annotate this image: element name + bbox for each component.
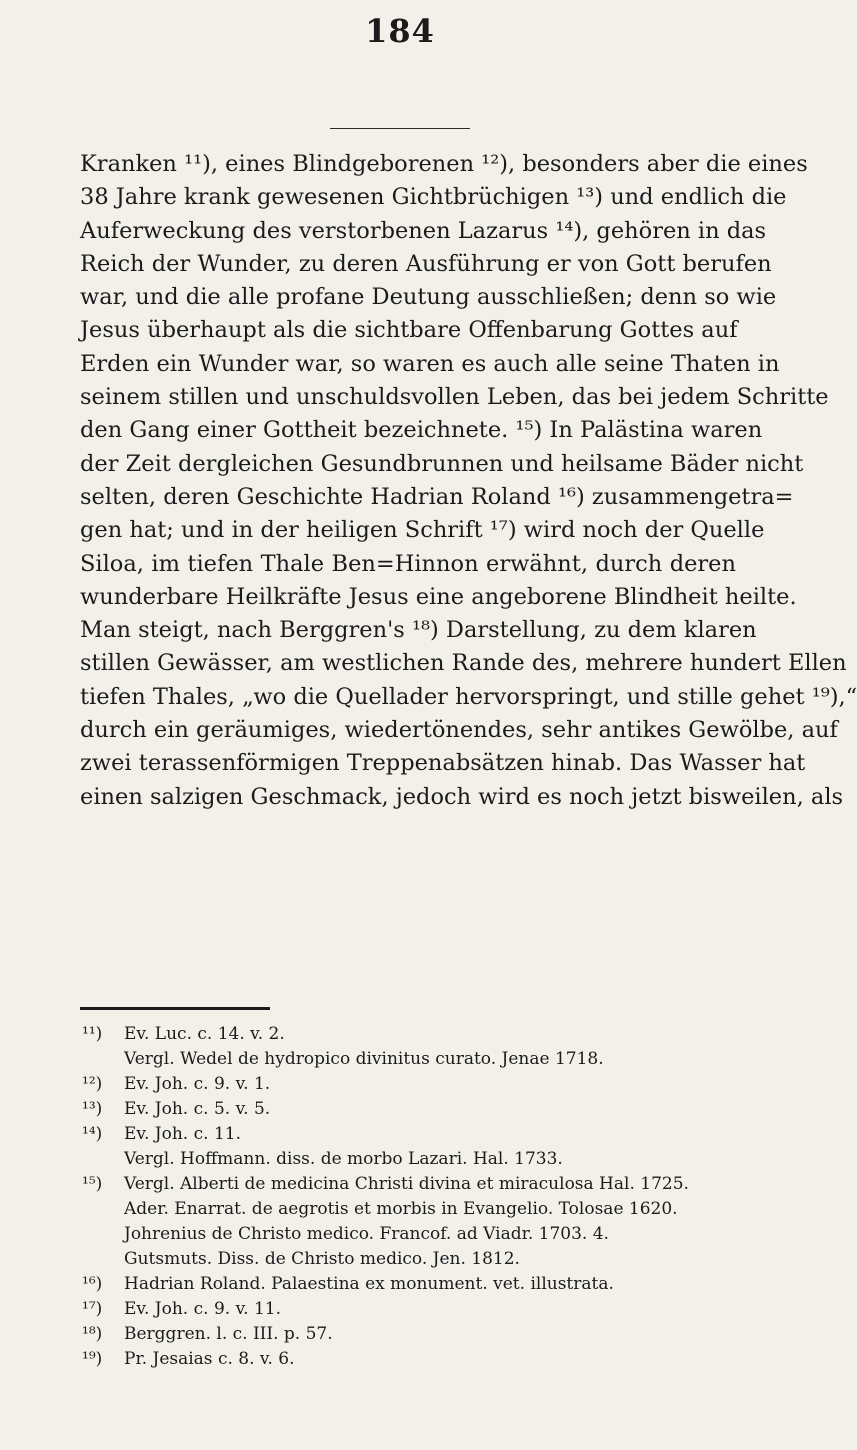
- body-text: [80, 148, 857, 814]
- footnote-number: ¹⁹): [82, 1349, 103, 1369]
- footnote-text: Pr. Jesaias c. 8. v. 6.: [124, 1349, 295, 1369]
- body-line: einen salzigen Geschmack, jedoch wird es noch jetzt bisweilen, als: [80, 783, 844, 810]
- footnote-text: Hadrian Roland. Palaestina ex monument. vet. illustrata.: [124, 1274, 614, 1294]
- footnote-number: ¹²): [82, 1074, 103, 1094]
- footnote-rule: [80, 1007, 270, 1010]
- body-line: Jesus überhaupt als die sichtbare Offenbarung Gottes auf: [80, 317, 738, 344]
- body-line: selten, deren Geschichte Hadrian Roland ¹⁶) zusammengetra=: [80, 483, 794, 510]
- body-line: stillen Gewässer, am westlichen Rande des, mehrere hundert Ellen: [80, 650, 847, 677]
- footnote: [82, 1322, 762, 1347]
- footnote-number: ¹⁵): [82, 1174, 103, 1194]
- footnote-number: ¹⁴): [82, 1124, 103, 1144]
- body-line: Siloa, im tiefen Thale Ben=Hinnon erwähnt, durch deren: [80, 550, 736, 577]
- body-line: Erden ein Wunder war, so waren es auch alle seine Thaten in: [80, 350, 780, 377]
- footnote-text: Vergl. Hoffmann. diss. de morbo Lazari. Hal. 1733.: [124, 1149, 563, 1169]
- page-number: 184: [365, 12, 435, 50]
- footnote: [82, 1122, 762, 1172]
- body-line: den Gang einer Gottheit bezeichnete. ¹⁵) In Palästina waren: [80, 417, 763, 444]
- footnote-text: Ev. Joh. c. 9. v. 1.: [124, 1074, 271, 1094]
- footnote-text: Vergl. Alberti de medicina Christi divina et miraculosa Hal. 1725.: [124, 1174, 689, 1194]
- body-line: wunderbare Heilkräfte Jesus eine angeborene Blindheit heilte.: [80, 583, 797, 610]
- footnote-number: ¹⁸): [82, 1324, 103, 1344]
- body-line: durch ein geräumiges, wiedertönendes, sehr antikes Gewölbe, auf: [80, 717, 838, 744]
- footnote-text: Berggren. l. c. III. p. 57.: [124, 1324, 333, 1344]
- footnote-number: ¹⁶): [82, 1274, 103, 1294]
- body-line: gen hat; und in der heiligen Schrift ¹⁷) wird noch der Quelle: [80, 517, 765, 544]
- footnote-text: Ev. Joh. c. 9. v. 11.: [124, 1299, 281, 1319]
- body-line: zwei terassenförmigen Treppenabsätzen hinab. Das Wasser hat: [80, 750, 806, 777]
- footnote-text: Ev. Joh. c. 5. v. 5.: [124, 1099, 271, 1119]
- body-line: Auferweckung des verstorbenen Lazarus ¹⁴), gehören in das: [80, 217, 767, 244]
- body-line: 38 Jahre krank gewesenen Gichtbrüchigen ¹³) und endlich die: [80, 184, 787, 211]
- footnote: [82, 1297, 762, 1322]
- body-line: tiefen Thales, „wo die Quellader hervorspringt, und stille gehet ¹⁹),“: [80, 683, 857, 710]
- footnote-number: ¹³): [82, 1099, 103, 1119]
- header-rule: [330, 128, 470, 129]
- footnote-number: ¹¹): [82, 1024, 103, 1044]
- footnote-text: Ev. Luc. c. 14. v. 2.: [124, 1024, 285, 1044]
- body-line: war, und die alle profane Deutung ausschließen; denn so wie: [80, 284, 777, 311]
- body-line: der Zeit dergleichen Gesundbrunnen und heilsame Bäder nicht: [80, 450, 804, 477]
- footnote: [82, 1072, 762, 1097]
- footnote-number: ¹⁷): [82, 1299, 103, 1319]
- body-line: Man steigt, nach Berggren's ¹⁸) Darstellung, zu dem klaren: [80, 617, 757, 644]
- body-line: Kranken ¹¹), eines Blindgeborenen ¹²), besonders aber die eines: [80, 151, 808, 177]
- footnote: [82, 1172, 762, 1272]
- footnote-text: Ader. Enarrat. de aegrotis et morbis in Evangelio. Tolosae 1620.: [124, 1199, 678, 1219]
- footnote-text: Gutsmuts. Diss. de Christo medico. Jen. 1812.: [124, 1249, 520, 1269]
- footnote: [82, 1347, 762, 1372]
- footnote: [82, 1272, 762, 1297]
- body-line: seinem stillen und unschuldsvollen Leben, das bei jedem Schritte: [80, 384, 829, 411]
- footnote-text: Vergl. Wedel de hydropico divinitus curato. Jenae 1718.: [124, 1049, 604, 1069]
- footnote: [82, 1022, 762, 1072]
- footnote-text: Ev. Joh. c. 11.: [124, 1124, 241, 1144]
- footnote: [82, 1097, 762, 1122]
- footnote-text: Johrenius de Christo medico. Francof. ad Viadr. 1703. 4.: [124, 1224, 609, 1244]
- footnotes: [82, 1022, 762, 1372]
- body-line: Reich der Wunder, zu deren Ausführung er von Gott berufen: [80, 250, 772, 277]
